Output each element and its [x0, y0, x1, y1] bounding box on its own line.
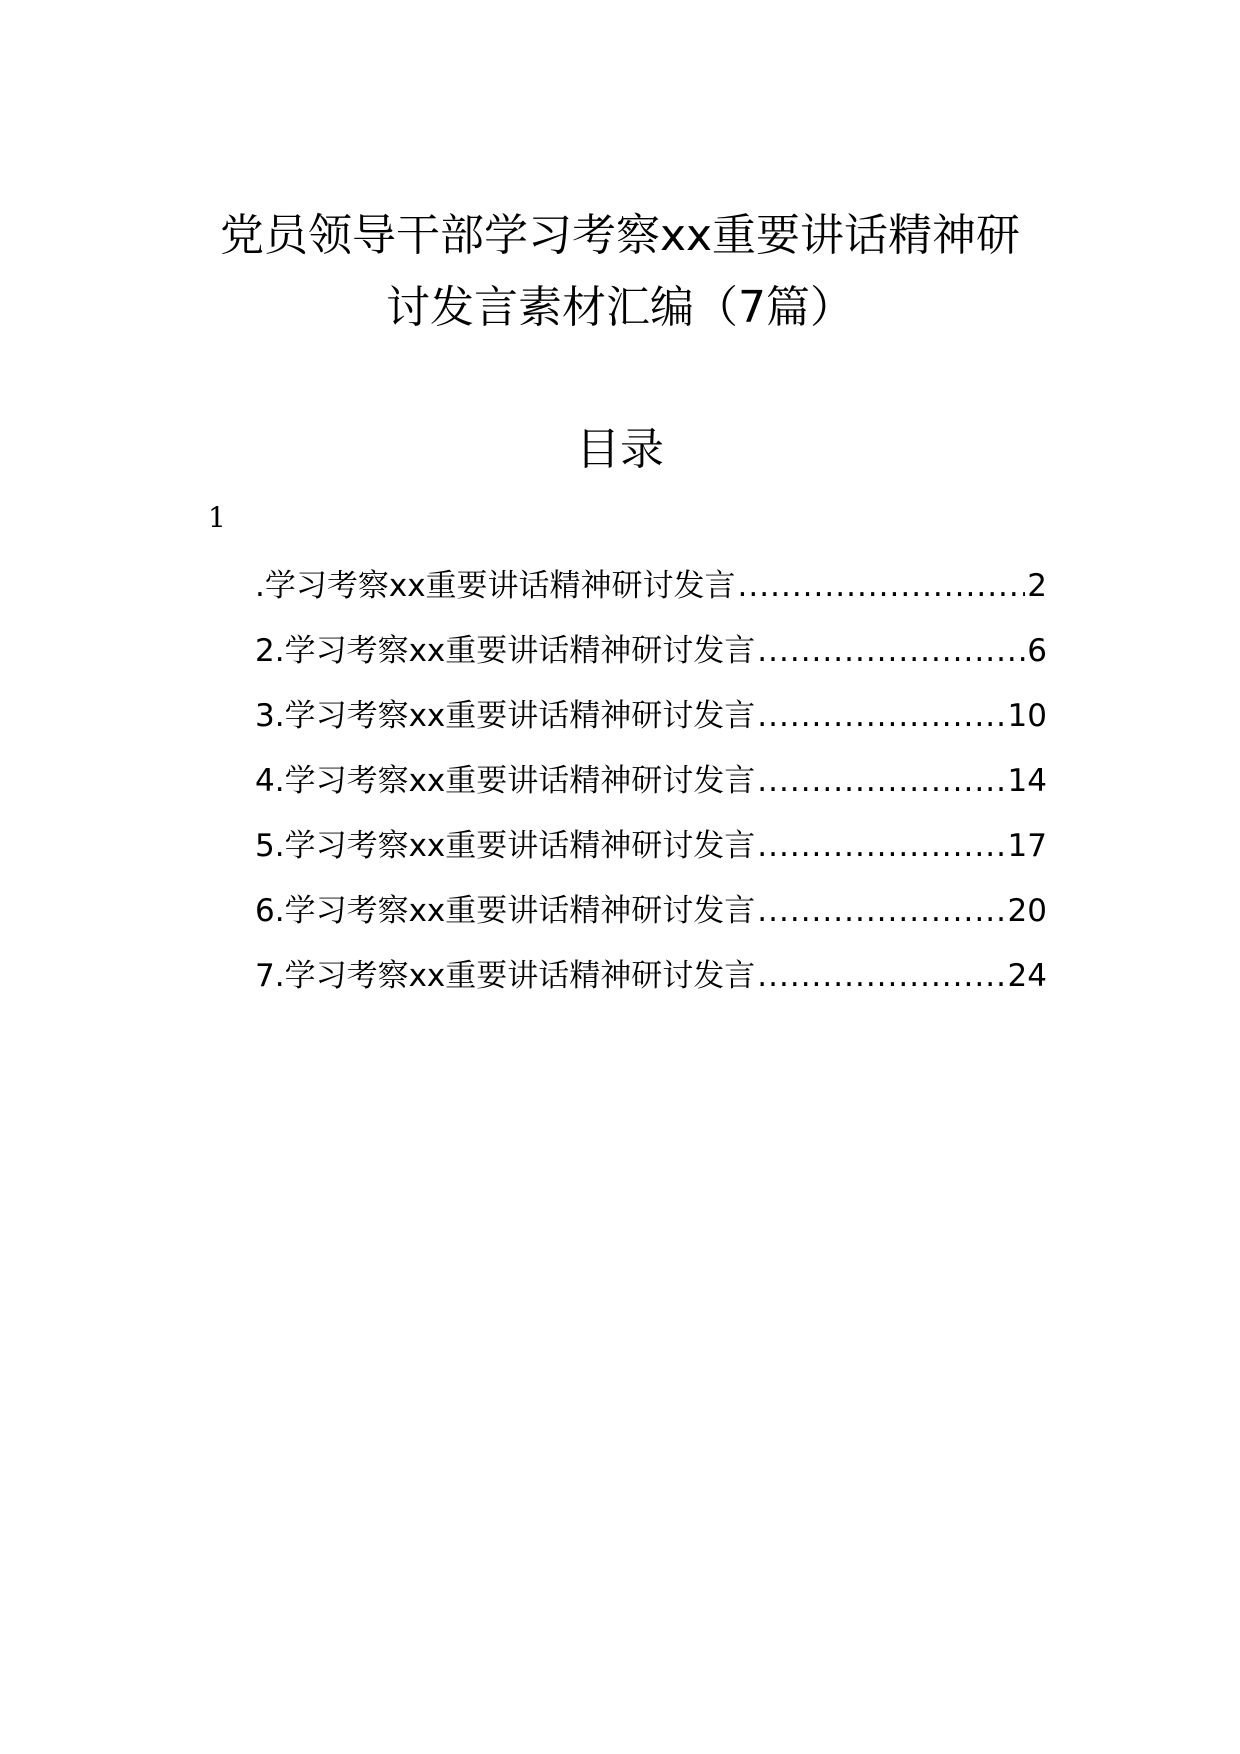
- toc-dot-leader: [757, 825, 1005, 867]
- toc-dot-leader: [757, 955, 1005, 997]
- toc-entry-title: 3.学习考察xx重要讲话精神研讨发言: [255, 698, 756, 734]
- toc-entry[interactable]: [255, 630, 1047, 695]
- toc-dot-leader: [738, 565, 1026, 607]
- table-of-contents: [255, 565, 1047, 1020]
- toc-entry-page-number: 24: [1007, 958, 1047, 994]
- toc-entry[interactable]: [255, 760, 1047, 825]
- toc-entry[interactable]: [255, 565, 1047, 630]
- toc-entry[interactable]: [255, 955, 1047, 1020]
- toc-entry[interactable]: [255, 695, 1047, 760]
- toc-dot-leader: [757, 760, 1005, 802]
- toc-entry-title: 4.学习考察xx重要讲话精神研讨发言: [255, 763, 756, 799]
- toc-entry-title: 7.学习考察xx重要讲话精神研讨发言: [255, 958, 756, 994]
- toc-entry-title: 6.学习考察xx重要讲话精神研讨发言: [255, 893, 756, 929]
- toc-entry[interactable]: [255, 825, 1047, 890]
- toc-entry-title: .学习考察xx重要讲话精神研讨发言: [255, 568, 736, 604]
- toc-stray-number: 1: [208, 501, 226, 534]
- toc-dot-leader: [757, 890, 1005, 932]
- toc-entry-title: 5.学习考察xx重要讲话精神研讨发言: [255, 828, 756, 864]
- toc-entry-page-number: 6: [1027, 633, 1047, 669]
- toc-entry-page-number: 20: [1007, 893, 1047, 929]
- toc-entry-page-number: 17: [1007, 828, 1047, 864]
- document-title-line-2: 讨发言素材汇编（7篇）: [386, 282, 854, 333]
- toc-entry-page-number: 2: [1027, 568, 1047, 604]
- toc-entry-page-number: 14: [1007, 763, 1047, 799]
- toc-entry-title: 2.学习考察xx重要讲话精神研讨发言: [255, 633, 756, 669]
- document-title-line-1: 党员领导干部学习考察xx重要讲话精神研: [219, 210, 1021, 261]
- toc-dot-leader: [757, 695, 1005, 737]
- toc-entry-page-number: 10: [1007, 698, 1047, 734]
- document-title: [180, 200, 1060, 344]
- toc-dot-leader: [757, 630, 1025, 672]
- toc-heading: 目录: [576, 424, 664, 475]
- toc-entry[interactable]: [255, 890, 1047, 955]
